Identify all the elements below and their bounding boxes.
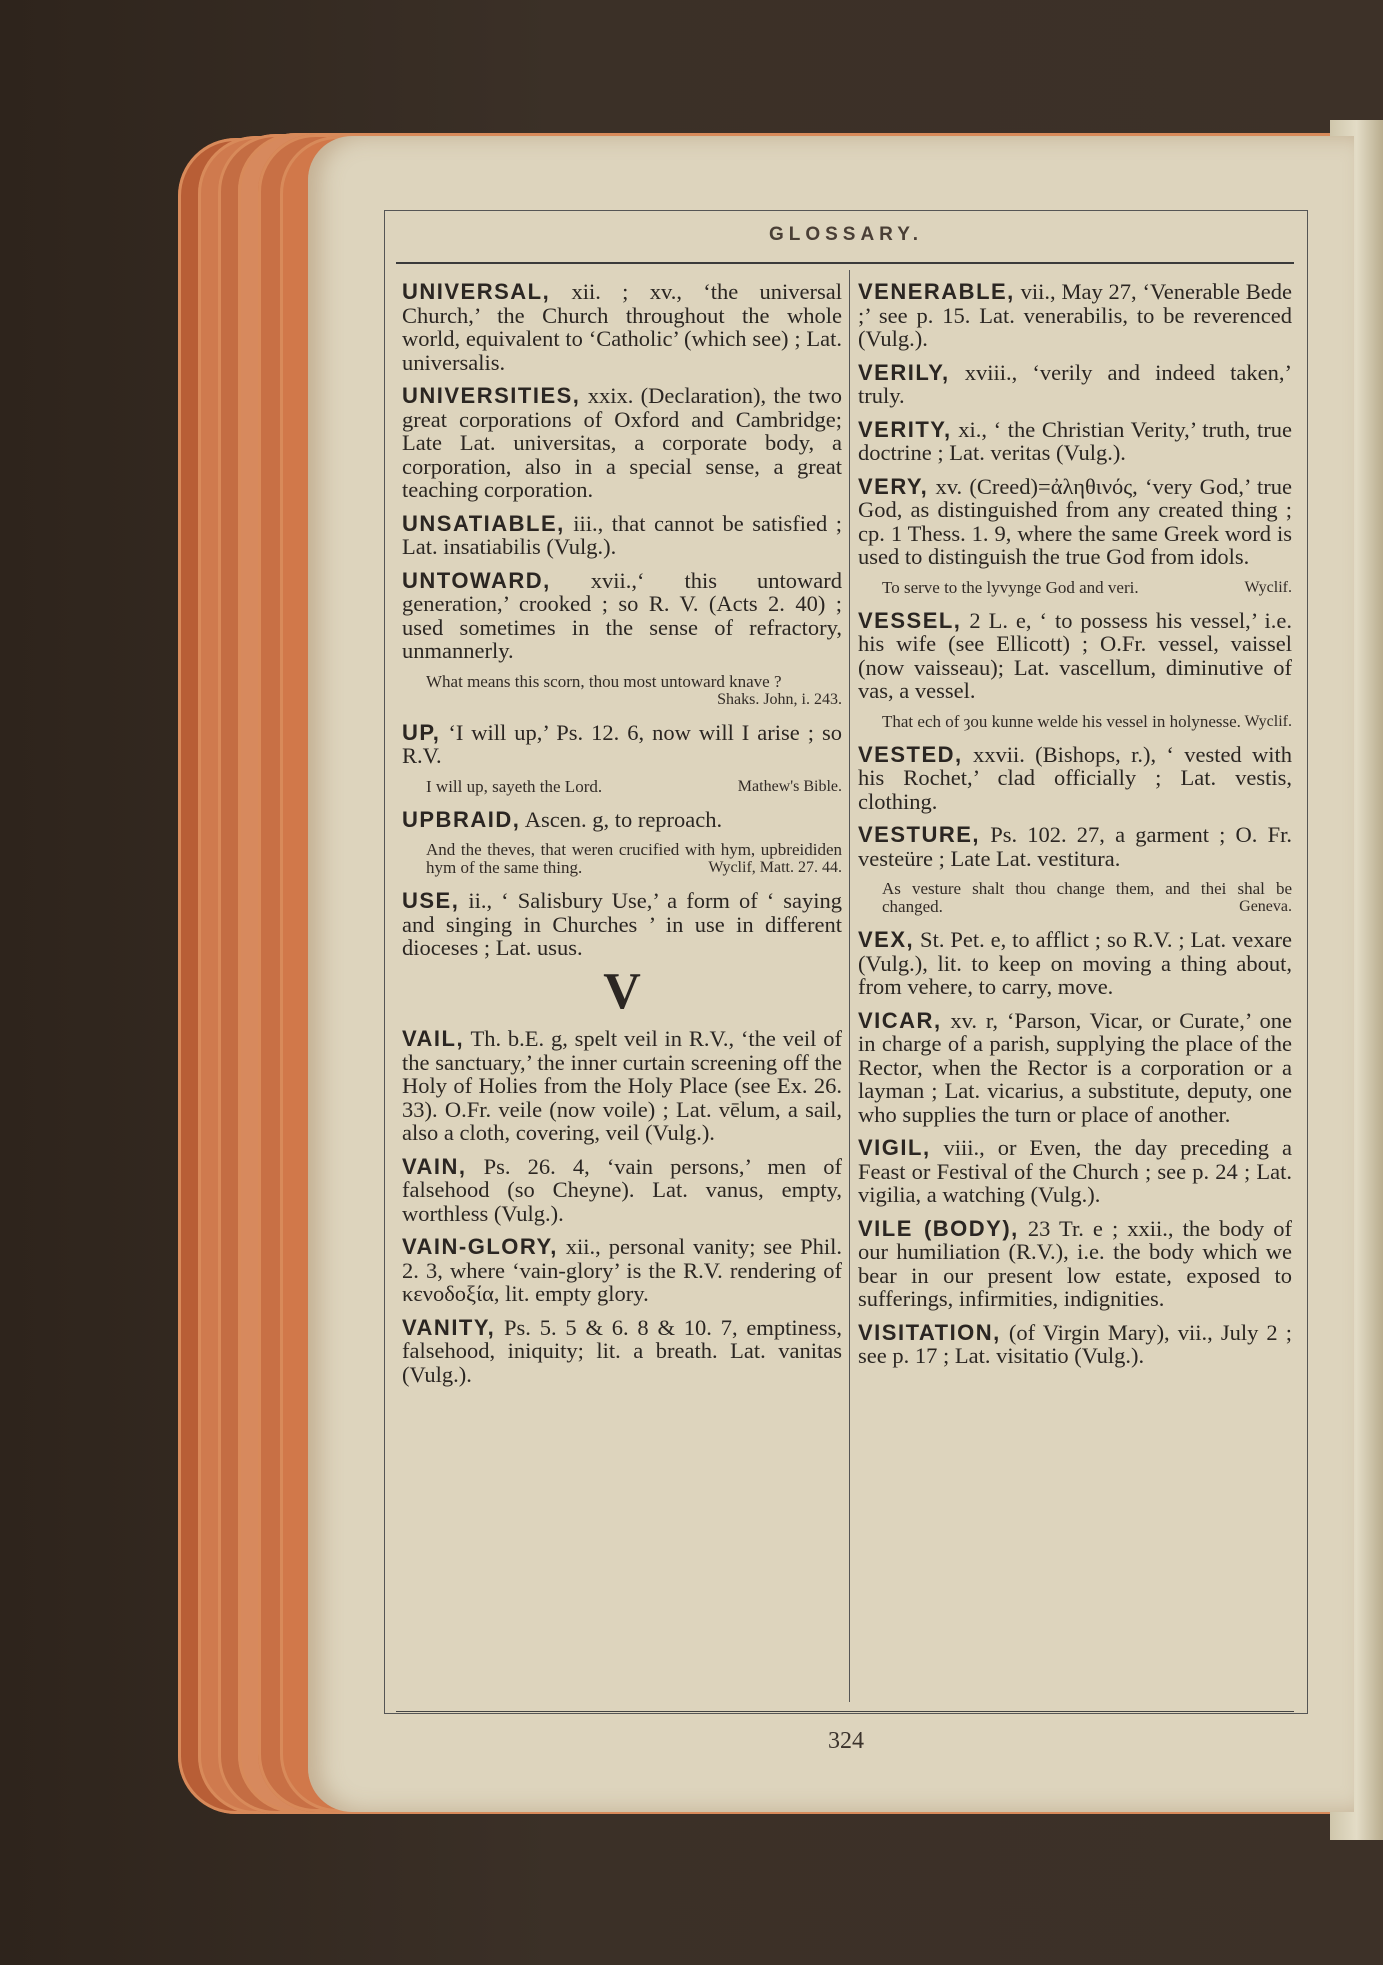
glossary-entry — [402, 721, 842, 768]
glossary-entry — [402, 512, 842, 559]
entry-term: VERITY, — [858, 416, 952, 442]
quotation-text: And the theves, that weren crucified with hym, upbreididen hym of the same thing. — [426, 840, 842, 877]
entry-definition: xii. ; xv., ‘the universal Church,’ the Church throughout the whole world, equivalent to ‘Catholic’ (which see) ; Lat. universalis. — [402, 279, 842, 375]
left-column — [402, 280, 842, 1396]
entry-term: VIGIL, — [858, 1135, 931, 1160]
entry-term: VICAR, — [858, 1007, 942, 1033]
glossary-entry — [858, 361, 1292, 408]
entry-definition: Ps. 102. 27, a garment ; O. Fr. vesteüre ; Late Lat. vestitura. — [858, 822, 1292, 871]
entry-definition: xv. (Creed)=ἀληθινός, ‘very God,’ true God, as distinguished from any created thing ; cp. 1 Thess. 1. 9, where the same Greek word is used to distinguish the true God from idols. — [858, 473, 1292, 569]
entry-definition: ii., ‘ Salisbury Use,’ a form of ‘ saying and singing in Churches ’ in use in different dioceses ; Lat. usus. — [402, 888, 842, 960]
entry-term: UP, — [402, 719, 441, 745]
entry-term: USE, — [402, 888, 460, 913]
entry-term: VENERABLE, — [858, 279, 1015, 304]
quotation-source: Shaks. John, i. 243. — [717, 690, 842, 708]
entry-term: UNIVERSAL, — [402, 279, 551, 304]
quotation-source: Geneva. — [1239, 898, 1292, 915]
glossary-entry — [858, 1217, 1292, 1311]
section-letter: V — [603, 962, 641, 1020]
entry-term: VERILY, — [858, 359, 950, 385]
entry-term: VISITATION, — [858, 1319, 1001, 1345]
entry-term: VANITY, — [402, 1314, 496, 1340]
entry-definition: Th. b.E. g, spelt veil in R.V., ‘the veil of the sanctuary,’ the inner curtain screening off the Holy of Holies from the Holy Place (see Ex. 26. 33). O.Fr. veile (now voile) ; Lat. vēlum, a sail, also a cloth, covering, veil (Vulg.). — [402, 1026, 842, 1145]
entry-definition: (of Virgin Mary), vii., July 2 ; see p. 17 ; Lat. visitatio (Vulg.). — [858, 1319, 1292, 1368]
entry-definition: xii., personal vanity; see Phil. 2. 3, where ‘vain-glory’ is the R.V. rendering of κενοδοξία, lit. empty glory. — [402, 1234, 842, 1306]
quotation — [426, 673, 842, 709]
entry-definition: 2 L. e, ‘ to possess his vessel,’ i.e. his wife (see Ellicott) ; O.Fr. vessel, vaissel (now vaisseau); Lat. vascellum, diminutive of vas, a vessel. — [858, 607, 1292, 703]
glossary-entry — [858, 475, 1292, 569]
glossary-entry — [402, 808, 842, 832]
quotation-text: What means this scorn, thou most untoward knave ? — [426, 671, 782, 691]
entry-term: VESTED, — [858, 741, 963, 767]
entry-definition: Ps. 5. 5 & 6. 8 & 10. 7, emptiness, falsehood, iniquity; lit. a breath. Lat. vanitas (Vulg.). — [402, 1314, 842, 1387]
glossary-entry — [402, 1235, 842, 1306]
glossary-entry — [858, 1009, 1292, 1127]
quotation — [882, 880, 1292, 916]
quotation-source: Wyclif, Matt. 27. 44. — [708, 859, 842, 876]
entry-definition: xvii.,‘ this untoward generation,’ crooked ; so R. V. (Acts 2. 40) ; used sometimes in the sense of refractory, unmannerly. — [402, 567, 842, 663]
footer-rule — [396, 1711, 1294, 1712]
quotation-text: That ech of ȝou kunne welde his vessel in holynesse. — [882, 711, 1241, 731]
glossary-entry — [858, 928, 1292, 999]
entry-definition: xxix. (Declaration), the two great corporations of Oxford and Cambridge; Late Lat. universitas, a corporate body, a corporation, also in a special sense, a great teaching corporation. — [402, 383, 842, 502]
right-column — [858, 280, 1292, 1378]
entries-v — [402, 1027, 842, 1386]
glossary-entry — [402, 889, 842, 960]
quotation — [882, 579, 1292, 597]
quotation-text: To serve to the lyvynge God and veri. — [882, 577, 1139, 597]
quotation-text: I will up, sayeth the Lord. — [426, 776, 603, 796]
entry-definition: viii., or Even, the day preceding a Feast or Festival of the Church ; see p. 24 ; Lat. vigilia, a watching (Vulg.). — [858, 1135, 1292, 1207]
entry-definition: ‘I will up,’ Ps. 12. 6, now will I arise ; so R.V. — [402, 719, 842, 768]
quotation-source: Mathew's Bible. — [737, 777, 842, 795]
page-number: 324 — [828, 1728, 864, 1754]
entry-term: UNSATIABLE, — [402, 510, 565, 536]
entry-definition: iii., that cannot be satisfied ; Lat. insatiabilis (Vulg.). — [402, 510, 842, 559]
entry-definition: St. Pet. e, to afflict ; so R.V. ; Lat. vexare (Vulg.), lit. to keep on moving a thing about, from vehere, to carry, move. — [858, 927, 1292, 999]
quotation-text: As vesture shalt thou change them, and thei shal be changed. — [882, 879, 1292, 916]
entry-term: UNTOWARD, — [402, 567, 551, 593]
entry-term: VEX, — [858, 927, 915, 952]
entry-term: VAIN, — [402, 1153, 467, 1179]
entries-u — [402, 280, 842, 960]
entry-definition: Ascen. g, to reproach. — [520, 806, 723, 832]
glossary-entry — [858, 609, 1292, 703]
quotation — [882, 713, 1292, 731]
entry-term: VESTURE, — [858, 822, 981, 847]
quotation — [426, 778, 842, 796]
glossary-entry — [402, 384, 842, 502]
entry-term: VILE (BODY), — [858, 1215, 1019, 1241]
glossary-entry — [858, 280, 1292, 351]
entry-definition: Ps. 26. 4, ‘vain persons,’ men of falsehood (so Cheyne). Lat. vanus, empty, worthless (Vulg.). — [402, 1153, 842, 1226]
entry-term: VESSEL, — [858, 607, 962, 633]
glossary-entry — [402, 280, 842, 374]
entry-term: VAIN-GLORY, — [402, 1234, 558, 1259]
entry-term: VAIL, — [402, 1026, 465, 1051]
entry-definition: 23 Tr. e ; xxii., the body of our humiliation (R.V.), i.e. the body which we bear in our present low estate, exposed to sufferings, infirmities, indignities. — [858, 1215, 1292, 1311]
entry-definition: xviii., ‘verily and indeed taken,’ truly. — [858, 359, 1292, 408]
quotation-source: Wyclif. — [1244, 712, 1292, 730]
glossary-entry — [402, 569, 842, 663]
glossary-entry — [858, 1321, 1292, 1368]
glossary-entry — [402, 1155, 842, 1226]
quotation — [426, 841, 842, 877]
entry-definition: xxvii. (Bishops, r.), ‘ vested with his Rochet,’ clad officially ; Lat. vestis, clothing. — [858, 741, 1292, 814]
quotation-source: Wyclif. — [1244, 578, 1292, 596]
entry-term: VERY, — [858, 473, 929, 499]
glossary-entry — [402, 1027, 842, 1145]
header-rule — [396, 262, 1294, 264]
glossary-entry — [858, 418, 1292, 465]
entry-definition: xi., ‘ the Christian Verity,’ truth, true doctrine ; Lat. veritas (Vulg.). — [858, 416, 1292, 465]
glossary-entry — [858, 1136, 1292, 1207]
entry-definition: vii., May 27, ‘Venerable Bede ;’ see p. 15. Lat. venerabilis, to be reverenced (Vulg.). — [858, 279, 1292, 351]
glossary-entry — [858, 743, 1292, 814]
running-header: GLOSSARY. — [768, 224, 924, 245]
entry-term: UPBRAID, — [402, 806, 521, 832]
column-separator — [849, 270, 850, 1702]
entry-term: UNIVERSITIES, — [402, 383, 581, 408]
glossary-entry — [858, 823, 1292, 870]
entry-definition: xv. r, ‘Parson, Vicar, or Curate,’ one in charge of a parish, supplying the place of the Rector, when the Rector is a corporation or a layman ; Lat. vicarius, a substitute, deputy, one who supplies the turn or place of another. — [858, 1007, 1292, 1127]
glossary-entry — [402, 1316, 842, 1387]
